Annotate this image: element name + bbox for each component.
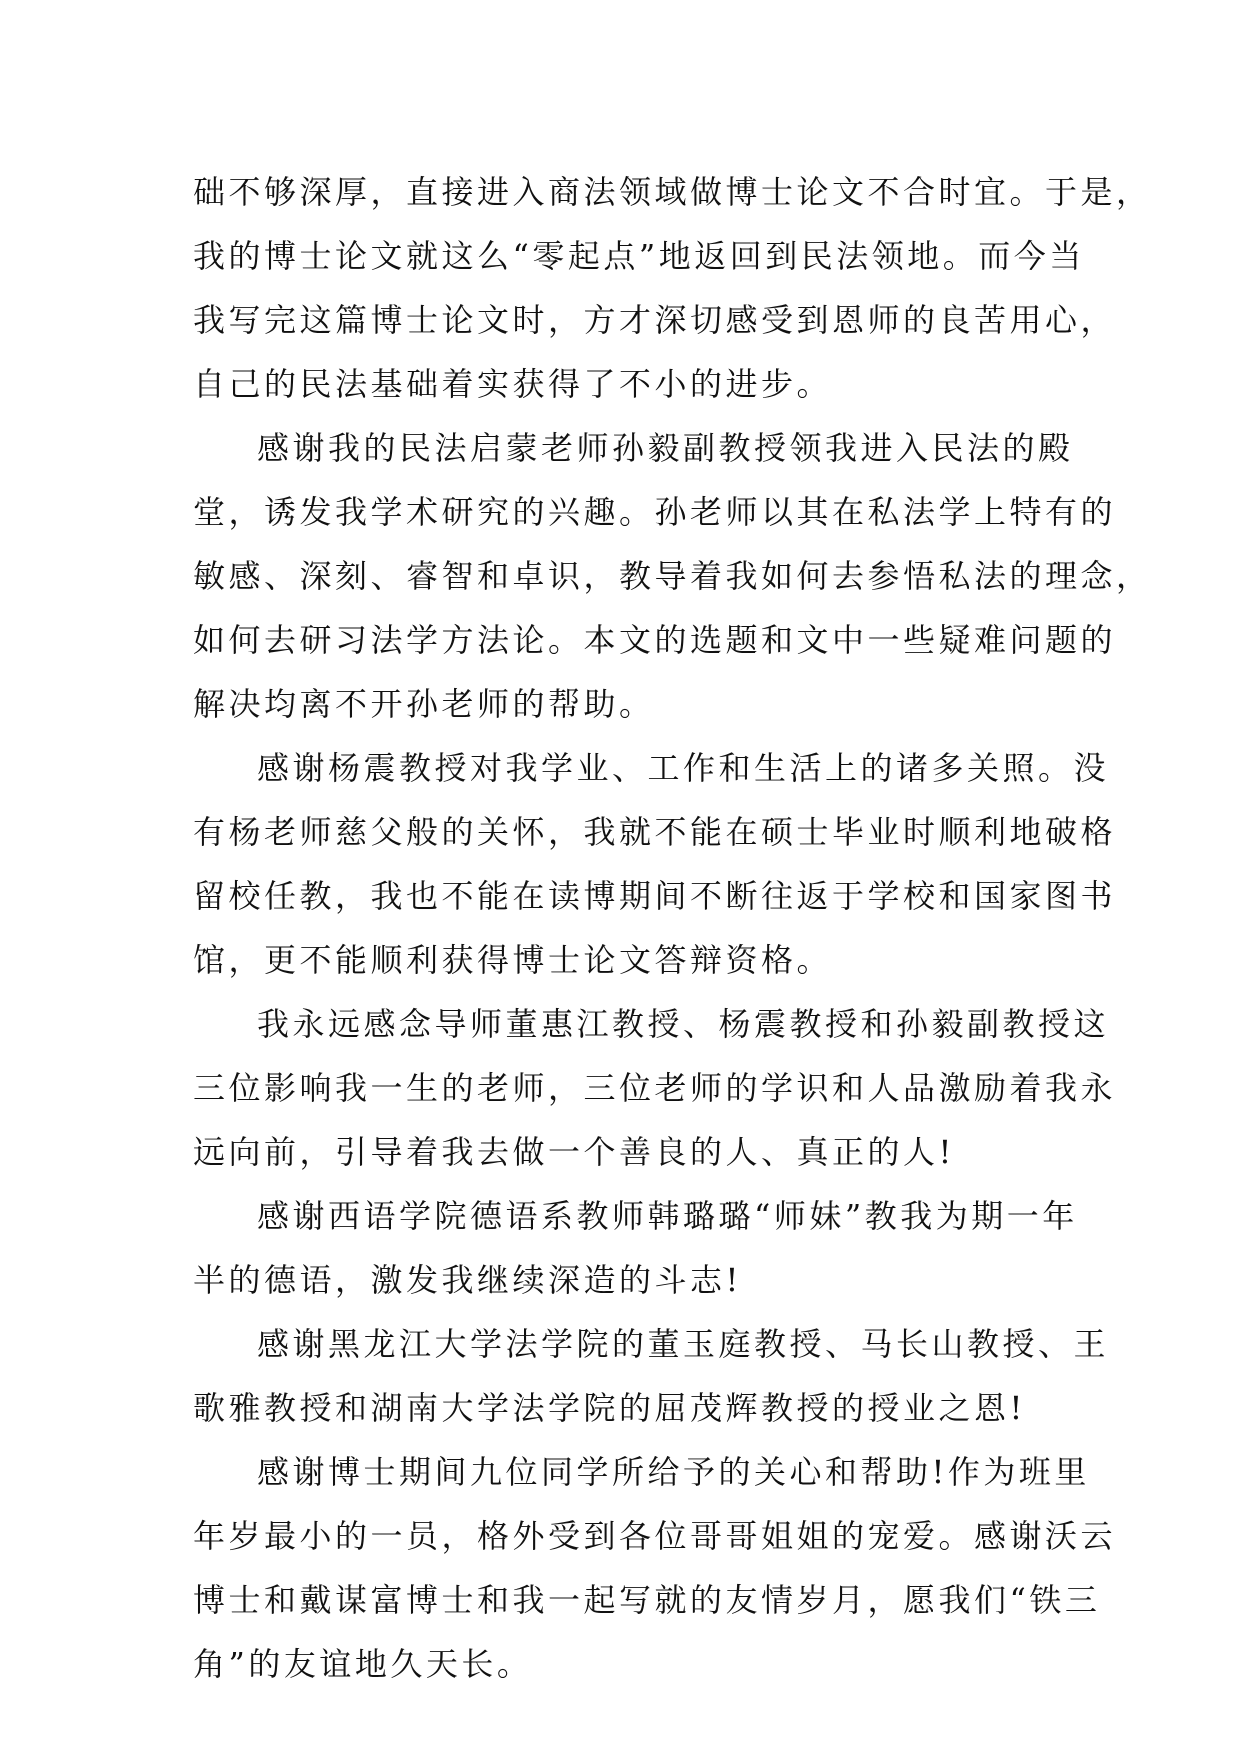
acknowledgement-text [193,160,1152,1696]
text-line: 敏感、深刻、睿智和卓识，教导着我如何去参悟私法的理念， [193,557,1152,595]
paragraph-first-line: 感谢杨震教授对我学业、工作和生活上的诸多关照。没 [257,749,1110,787]
text-line: 留校任教，我也不能在读博期间不断往返于学校和国家图书 [193,877,1117,915]
paragraph-first-line: 感谢西语学院德语系教师韩璐璐“师妹”教我为期一年 [257,1197,1078,1235]
text-line: 博士和戴谋富博士和我一起写就的友情岁月，愿我们“铁三 [193,1581,1101,1619]
text-line: 年岁最小的一员，格外受到各位哥哥姐姐的宠爱。感谢沃云 [193,1517,1117,1555]
text-line: 半的德语，激发我继续深造的斗志! [193,1261,742,1299]
text-line: 如何去研习法学方法论。本文的选题和文中一些疑难问题的 [193,621,1117,659]
text-line: 解决均离不开孙老师的帮助。 [193,685,655,723]
text-line: 有杨老师慈父般的关怀，我就不能在硕士毕业时顺利地破格 [193,813,1117,851]
text-line: 远向前，引导着我去做一个善良的人、真正的人! [193,1133,955,1171]
text-line: 我的博士论文就这么“零起点”地返回到民法领地。而今当 [193,237,1085,275]
paragraph-first-line: 我永远感念导师董惠江教授、杨震教授和孙毅副教授这 [257,1005,1110,1043]
text-line: 堂，诱发我学术研究的兴趣。孙老师以其在私法学上特有的 [193,493,1117,531]
paragraph-first-line: 感谢黑龙江大学法学院的董玉庭教授、马长山教授、王 [257,1325,1110,1363]
text-line: 角”的友谊地久天长。 [193,1645,533,1683]
text-line: 础不够深厚，直接进入商法领域做博士论文不合时宜。于是， [193,173,1152,211]
text-line: 自己的民法基础着实获得了不小的进步。 [193,365,833,403]
text-line: 馆，更不能顺利获得博士论文答辩资格。 [193,941,833,979]
text-line: 我写完这篇博士论文时，方才深切感受到恩师的良苦用心， [193,301,1117,339]
text-line: 歌雅教授和湖南大学法学院的屈茂辉教授的授业之恩! [193,1389,1026,1427]
text-line: 三位影响我一生的老师，三位老师的学识和人品激励着我永 [193,1069,1117,1107]
paragraph-first-line: 感谢我的民法启蒙老师孙毅副教授领我进入民法的殿 [257,429,1074,467]
paragraph-first-line: 感谢博士期间九位同学所给予的关心和帮助!作为班里 [257,1453,1090,1491]
